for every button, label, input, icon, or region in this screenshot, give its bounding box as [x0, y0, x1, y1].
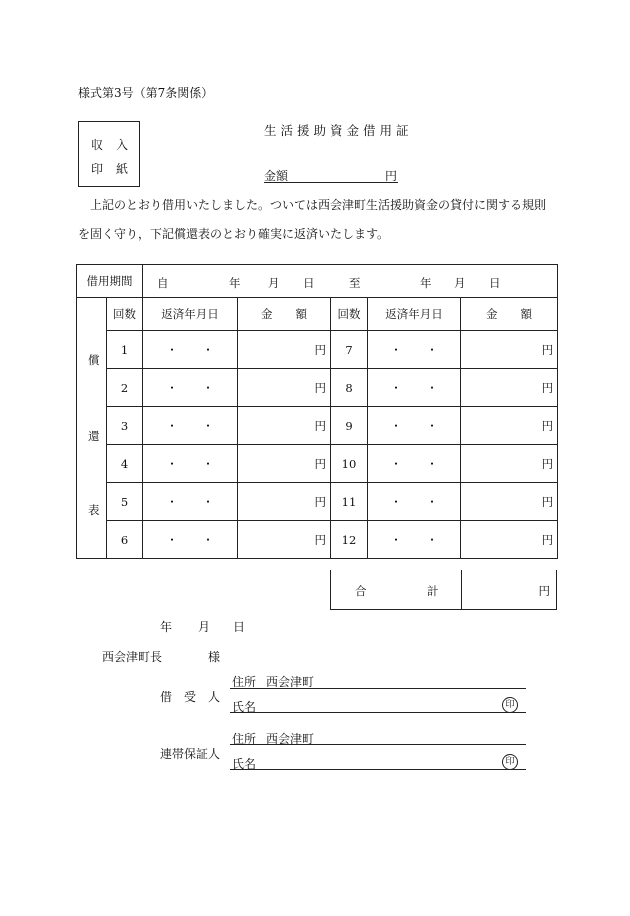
date-field[interactable]: ・ ・ — [143, 369, 238, 407]
date-field[interactable]: ・ ・ — [143, 445, 238, 483]
period-label: 借用期間 — [77, 265, 143, 298]
installment-number: 11 — [331, 483, 368, 521]
total-label-a: 合 — [355, 584, 367, 598]
total-amount-field[interactable]: 円 — [538, 584, 550, 598]
table-row — [77, 445, 558, 483]
guarantor-seal-icon: 印 — [502, 754, 518, 770]
table-row — [77, 369, 558, 407]
amount-field[interactable]: 円 — [238, 483, 331, 521]
date-field[interactable]: ・ ・ — [368, 445, 461, 483]
installment-number: 3 — [107, 407, 143, 445]
borrower-address-label: 住所 — [232, 675, 257, 689]
stamp-char: 入 — [116, 138, 129, 152]
amount-field[interactable]: 円 — [238, 369, 331, 407]
guarantor-name-label: 氏名 — [232, 757, 257, 771]
date-day: 日 — [233, 620, 246, 634]
col-header-count: 回数 — [107, 298, 143, 331]
period-field[interactable]: 自 年 月 日 至 年 月 日 — [143, 265, 558, 298]
installment-number: 7 — [331, 331, 368, 369]
document-title: 生活援助資金借用証 — [264, 123, 413, 138]
col-header-date: 返済年月日 — [368, 298, 461, 331]
form-id: 様式第3号（第7条関係） — [78, 86, 214, 100]
date-field[interactable]: ・ ・ — [368, 483, 461, 521]
installment-number: 8 — [331, 369, 368, 407]
date-field[interactable]: ・ ・ — [143, 521, 238, 559]
revenue-stamp-box — [78, 121, 140, 187]
addressee-honorific: 様 — [208, 650, 221, 664]
borrower-address-field[interactable] — [230, 688, 526, 689]
date-field[interactable]: ・ ・ — [368, 369, 461, 407]
amount-unit: 円 — [385, 169, 398, 183]
table-row — [77, 331, 558, 369]
installment-number: 12 — [331, 521, 368, 559]
table-row — [77, 407, 558, 445]
amount-field[interactable]: 円 — [461, 521, 558, 559]
repayment-table — [76, 264, 558, 559]
amount-label: 金額 — [264, 169, 289, 183]
installment-number: 6 — [107, 521, 143, 559]
stamp-char: 収 — [91, 138, 104, 152]
date-field[interactable]: ・ ・ — [143, 331, 238, 369]
date-year: 年 — [160, 620, 173, 634]
amount-field[interactable]: 円 — [461, 483, 558, 521]
borrower-label: 借 受 人 — [160, 690, 221, 704]
repayment-schedule-label: 償 還 表 — [77, 298, 107, 559]
amount-field[interactable]: 円 — [461, 407, 558, 445]
col-header-count: 回数 — [331, 298, 368, 331]
installment-number: 2 — [107, 369, 143, 407]
col-header-amount: 金 額 — [238, 298, 331, 331]
guarantor-address-label: 住所 — [232, 732, 257, 746]
date-month: 月 — [198, 620, 211, 634]
col-header-date: 返済年月日 — [143, 298, 238, 331]
installment-number: 9 — [331, 407, 368, 445]
amount-field-underline[interactable] — [264, 182, 398, 183]
table-row — [77, 521, 558, 559]
amount-field[interactable]: 円 — [238, 521, 331, 559]
stamp-char: 印 — [91, 162, 104, 176]
guarantor-label: 連帯保証人 — [160, 747, 221, 761]
amount-field[interactable]: 円 — [238, 445, 331, 483]
amount-field[interactable]: 円 — [461, 331, 558, 369]
borrower-seal-icon: 印 — [502, 697, 518, 713]
date-field[interactable]: ・ ・ — [368, 331, 461, 369]
amount-field[interactable]: 円 — [238, 407, 331, 445]
borrower-name-label: 氏名 — [232, 700, 257, 714]
borrower-name-field[interactable] — [230, 712, 526, 713]
stamp-char: 紙 — [116, 162, 129, 176]
installment-number: 10 — [331, 445, 368, 483]
amount-field[interactable]: 円 — [461, 369, 558, 407]
body-text-line-2: を固く守り，下記償還表のとおり確実に返済いたします。 — [78, 227, 390, 241]
guarantor-address-field[interactable] — [230, 744, 526, 745]
date-field[interactable]: ・ ・ — [368, 521, 461, 559]
guarantor-address-value: 西会津町 — [266, 732, 315, 746]
borrower-address-value: 西会津町 — [266, 675, 315, 689]
date-field[interactable]: ・ ・ — [143, 483, 238, 521]
amount-field[interactable]: 円 — [238, 331, 331, 369]
addressee-name: 西会津町長 — [102, 650, 163, 664]
guarantor-name-field[interactable] — [230, 769, 526, 770]
installment-number: 5 — [107, 483, 143, 521]
body-text-line-1: 上記のとおり借用いたしました。ついては西会津町生活援助資金の貸付に関する規則 — [90, 198, 547, 212]
installment-number: 4 — [107, 445, 143, 483]
installment-number: 1 — [107, 331, 143, 369]
col-header-amount: 金 額 — [461, 298, 558, 331]
date-field[interactable]: ・ ・ — [143, 407, 238, 445]
amount-field[interactable]: 円 — [461, 445, 558, 483]
table-row — [77, 483, 558, 521]
date-field[interactable]: ・ ・ — [368, 407, 461, 445]
total-label-b: 計 — [427, 584, 439, 598]
total-row — [330, 570, 557, 610]
